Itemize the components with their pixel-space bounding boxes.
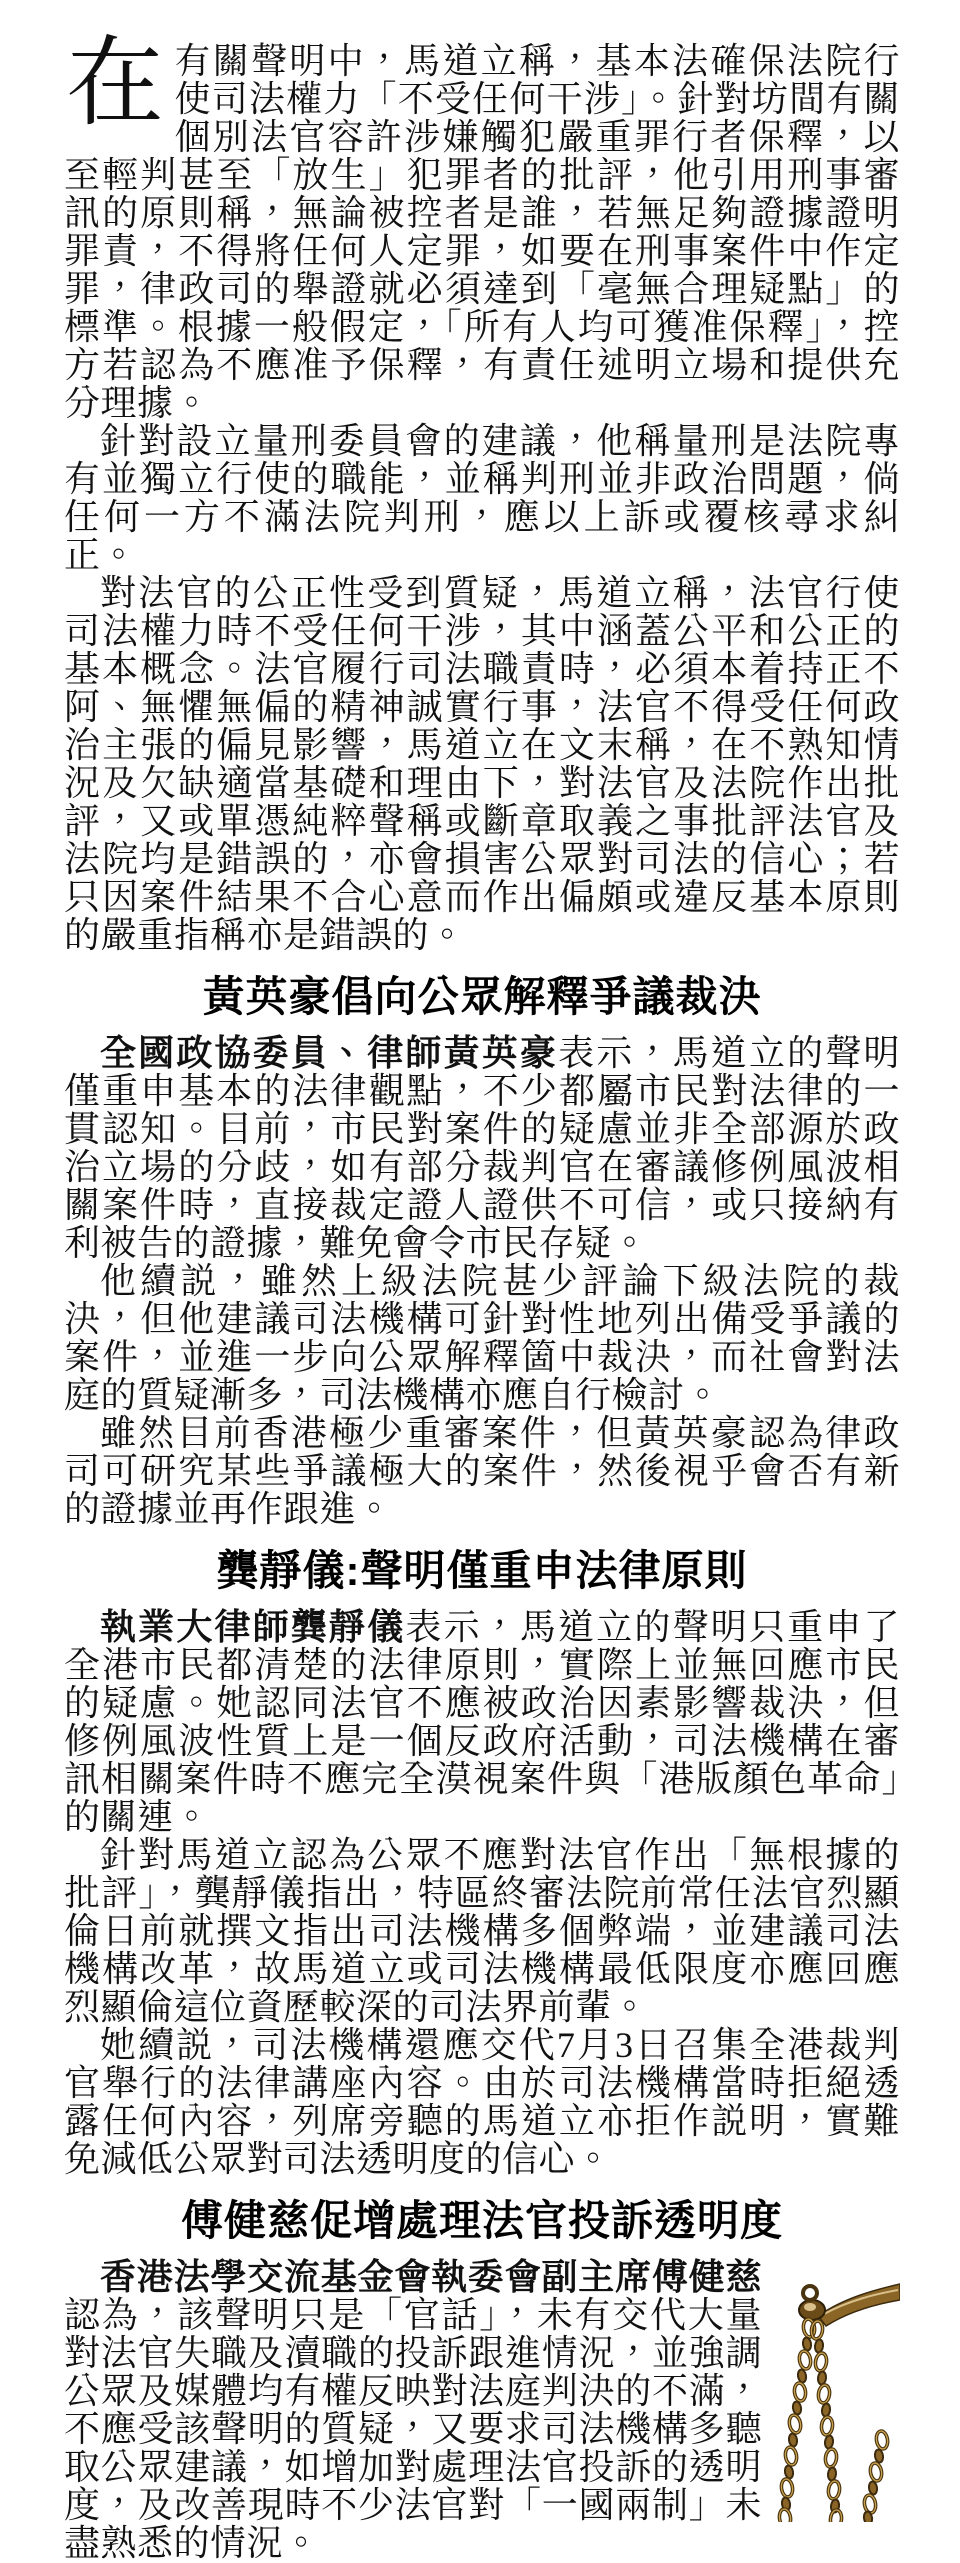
speaker-name-kung-ching-yee: 執業大律師龔靜儀 <box>100 1606 406 1647</box>
section1-paragraph-1 <box>64 1034 900 1262</box>
intro-paragraph-3: 對法官的公正性受到質疑，馬道立稱，法官行使司法權力時不受任何干涉，其中涵蓋公平和公正的基本概念。法官履行司法職責時，必須本着持正不阿、無懼無偏的精神誠實行事，法官不得受任何政治主張的偏見影響，馬道立在文末稱，在不熟知情況及欠缺適當基礎和理由下，對法官及法院作出批評，又或單憑純粹聲稱或斷章取義之事批評法官及法院均是錯誤的，亦會損害公眾對司法的信心；若只因案件結果不合心意而作出偏頗或違反基本原則的嚴重指稱亦是錯誤的。 <box>64 573 900 955</box>
last-section <box>64 2258 900 2562</box>
section1-paragraph-2: 他續説，雖然上級法院甚少評論下級法院的裁決，但他建議司法機構可針對性地列出備受爭議的案件，並進一步向公眾解釋箇中裁決，而社會對法庭的質疑漸多，司法機構亦應自行檢討。 <box>64 1261 900 1415</box>
section-heading-kung-ching-yee: 龔靜儀:聲明僅重申法律原則 <box>216 1547 748 1594</box>
section1-paragraph-1-text: 表示，馬道立的聲明僅重申基本的法律觀點，不少都屬市民對法律的一貫認知。目前，市民對案件的疑慮並非全部源於政治立場的分歧，如有部分裁判官在審議修例風波相關案件時，直接裁定證人證供不可信，或只接納有利被告的證據，難免會令市民存疑。 <box>64 1033 900 1263</box>
intro-paragraph-2: 針對設立量刑委員會的建議，他稱量刑是法院專有並獨立行使的職能，並稱判刑並非政治問題，倘任何一方不滿法院判刑，應以上訴或覆核尋求糾正。 <box>64 421 900 575</box>
section-heading-fu-kin-chi: 傅健慈促增處理法官投訴透明度 <box>180 2197 783 2244</box>
section-heading-wong-ying-ho: 黃英豪倡向公眾解釋爭議裁決 <box>202 973 762 1020</box>
section2-paragraph-3: 她續説，司法機構還應交代7月3日召集全港裁判官舉行的法律講座內容。由於司法機構當時拒絕透露任何內容，列席旁聽的馬道立亦拒作説明，實難免減低公眾對司法透明度的信心。 <box>64 2025 900 2179</box>
section1-paragraph-3: 雖然目前香港極少重審案件，但黃英豪認為律政司可研究某些爭議極大的案件，然後視乎會否有新的證據並再作跟進。 <box>64 1413 900 1529</box>
section2-paragraph-1-text: 表示，馬道立的聲明只重申了全港市民都清楚的法律原則，實際上並無回應市民的疑慮。她認同法官不應被政治因素影響裁決，但修例風波性質上是一個反政府活動，司法機構在審訊相關案件時不應完全漠視案件與「港版顏色革命」的關連。 <box>64 1607 900 1837</box>
speaker-name-wong-ying-ho: 全國政協委員、律師黃英豪 <box>100 1032 559 1073</box>
justice-scales-chains-image <box>774 2264 900 2522</box>
speaker-name-fu-kin-chi: 香港法學交流基金會執委會副主席傅健慈 <box>100 2256 762 2297</box>
drop-cap: 在 <box>66 30 165 138</box>
section3-paragraph-1-text: 認為，該聲明只是「官話」，未有交代大量對法官失職及瀆職的投訴跟進情況，並強調公眾及媒體均有權反映對法庭判決的不滿，不應受該聲明的質疑，又要求司法機構多聽取公眾建議，如增加對處理法官投訴的透明度，及改善現時不少法官對「一國兩制」未盡熟悉的情況。 <box>64 2295 762 2563</box>
section2-paragraph-2: 針對馬道立認為公眾不應對法官作出「無根據的批評」，龔靜儀指出，特區終審法院前常任法官烈顯倫日前就撰文指出司法機構多個弊端，並建議司法機構改革，故馬道立或司法機構最低限度亦應回應烈顯倫這位資歷較深的司法界前輩。 <box>64 1835 900 2027</box>
section2-paragraph-1 <box>64 1608 900 1836</box>
intro-paragraph-1-text: 有關聲明中，馬道立稱，基本法確保法院行使司法權力「不受任何干涉」。針對坊間有關個別法官容許涉嫌觸犯嚴重罪行者保釋，以至輕判甚至「放生」犯罪者的批評，他引用刑事審訊的原則稱，無論被控者是誰，若無足夠證據證明罪責，不得將任何人定罪，如要在刑事案件中作定罪，律政司的舉證就必須達到「毫無合理疑點」的標準。根據一般假定，「所有人均可獲准保釋」，控方若認為不應准予保釋，有責任述明立場和提供充分理據。 <box>64 41 900 423</box>
intro-paragraph-1 <box>64 30 900 423</box>
justice-scales-chains-icon <box>774 2264 900 2522</box>
